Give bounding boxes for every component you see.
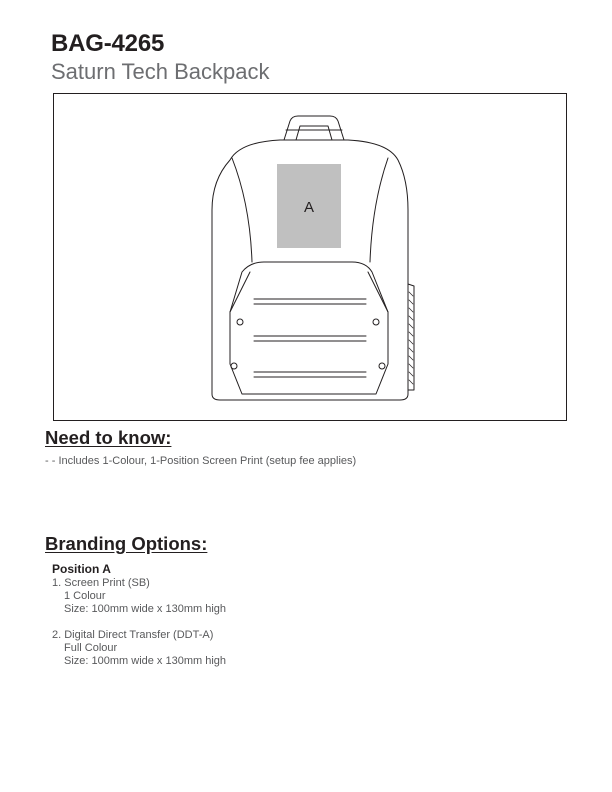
option-title: 2. Digital Direct Transfer (DDT-A) bbox=[52, 629, 214, 641]
left-gusset-line bbox=[232, 158, 252, 262]
rivet-left-upper bbox=[237, 319, 243, 325]
need-to-know-heading: Need to know: bbox=[45, 427, 172, 448]
option-size: Size: 100mm wide x 130mm high bbox=[64, 603, 227, 615]
strap-3 bbox=[254, 372, 366, 377]
option-title: 1. Screen Print (SB) bbox=[52, 577, 150, 589]
strap-2 bbox=[254, 336, 366, 341]
branding-options-list bbox=[52, 563, 226, 681]
rivet-right-lower bbox=[379, 363, 385, 369]
product-name: Saturn Tech Backpack bbox=[51, 59, 270, 84]
branding-option bbox=[52, 577, 226, 616]
option-size: Size: 100mm wide x 130mm high bbox=[64, 655, 227, 667]
front-pocket-outline bbox=[230, 262, 388, 394]
option-colour: 1 Colour bbox=[64, 590, 106, 602]
right-gusset-line bbox=[370, 158, 388, 262]
option-colour: Full Colour bbox=[64, 642, 118, 654]
position-title: Position A bbox=[52, 562, 111, 576]
strap-1 bbox=[254, 299, 366, 304]
branding-option bbox=[52, 629, 226, 668]
handle-outer bbox=[284, 116, 344, 140]
pocket-right-edge bbox=[368, 272, 388, 312]
need-to-know-note: - - Includes 1-Colour, 1-Position Screen Print (setup fee applies) bbox=[45, 455, 357, 467]
backpack-line-drawing bbox=[54, 94, 568, 422]
product-diagram-frame bbox=[53, 93, 567, 421]
print-area-label: A bbox=[303, 199, 315, 216]
rivet-right-upper bbox=[373, 319, 379, 325]
product-code: BAG-4265 bbox=[51, 30, 165, 57]
branding-options-heading: Branding Options: bbox=[45, 533, 208, 554]
mesh-pattern bbox=[409, 292, 413, 384]
handle-inner bbox=[296, 126, 332, 140]
rivet-left-lower bbox=[231, 363, 237, 369]
